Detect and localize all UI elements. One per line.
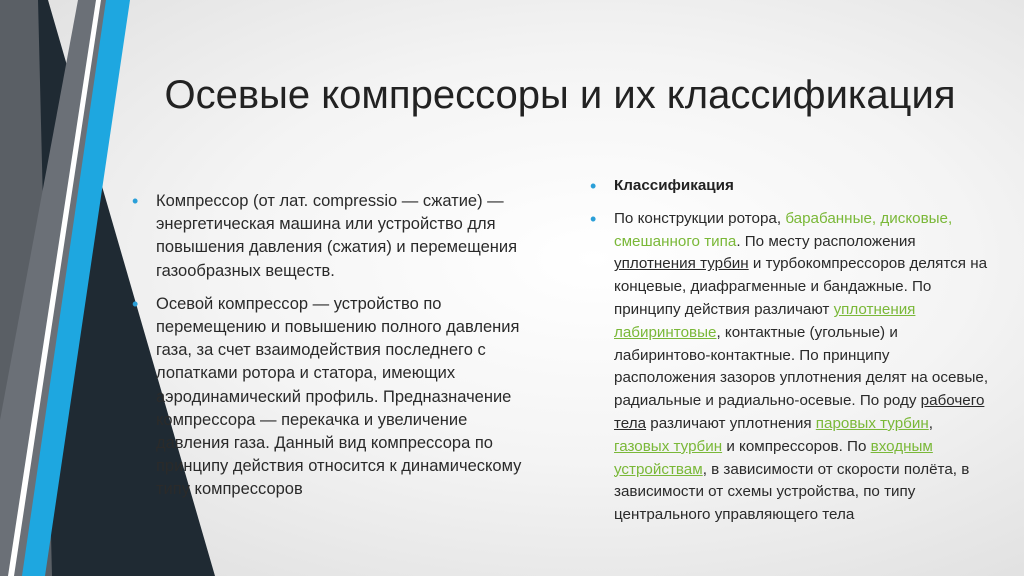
axial-compressor-paragraph: [132, 293, 532, 502]
slide-title: Осевые компрессоры и их классификация: [164, 73, 956, 117]
definition-text: Компрессор (от лат. compressio — сжатие) — энергетическая машина или устройство для повышения давления (сжатия) и перемещения газообразных веществ.: [156, 192, 518, 280]
classification-paragraph: [590, 208, 990, 527]
working-fluid-link[interactable]: рабочего тела: [614, 392, 985, 432]
text-segment: ,: [928, 414, 933, 432]
text-segment: и турбокомпрессоров делятся на концевые, диафрагменные и бандажные. По принципу действия различают: [614, 255, 988, 318]
gas-turbines-link[interactable]: газовых турбин: [614, 437, 723, 455]
classification-heading-text: Классификация: [614, 177, 734, 194]
text-segment: , контактные (угольные) и лабиринтово-контактные. По принципу расположения зазоров уплотнения делят на осевые, радиальные и радиально-осевые. По роду: [614, 323, 989, 410]
text-segment: и компрессоров. По: [722, 437, 871, 455]
steam-turbines-link[interactable]: паровых турбин: [815, 414, 929, 432]
left-column: [132, 190, 532, 512]
bullet-icon: •: [132, 191, 139, 211]
text-segment: , в зависимости от скорости полёта, в зависимости от схемы устройства, по типу центрального управляющего тела: [614, 460, 970, 524]
bullet-icon: •: [132, 293, 139, 314]
bullet-icon: •: [590, 176, 597, 196]
turbine-seals-link[interactable]: уплотнения турбин: [614, 255, 749, 273]
classification-heading: [590, 175, 990, 198]
bullet-icon: •: [590, 208, 597, 229]
text-segment: . По месту расположения: [736, 232, 916, 250]
definition-paragraph: [132, 190, 532, 283]
axial-compressor-text: Осевой компрессор — устройство по перемещению и повышению полного давления газа, за счет взаимодействия последнего с лопатками ротора и статора, имеющих аэродинамический профиль. Предназначение компрессора — перекачка и увеличение давления газа. Данный вид компрессора по принципу действия относится к динамическому типу компрессоров: [156, 294, 522, 499]
rotor-types-text: барабанные, дисковые, смешанного типа: [614, 209, 953, 250]
right-column: [590, 175, 990, 537]
labyrinth-seals-link[interactable]: уплотнения лабиринтовые: [614, 300, 916, 341]
inlet-devices-link[interactable]: входным устройствам: [614, 437, 933, 478]
text-segment: различают уплотнения: [646, 414, 816, 432]
text-segment: По конструкции ротора,: [614, 209, 786, 227]
